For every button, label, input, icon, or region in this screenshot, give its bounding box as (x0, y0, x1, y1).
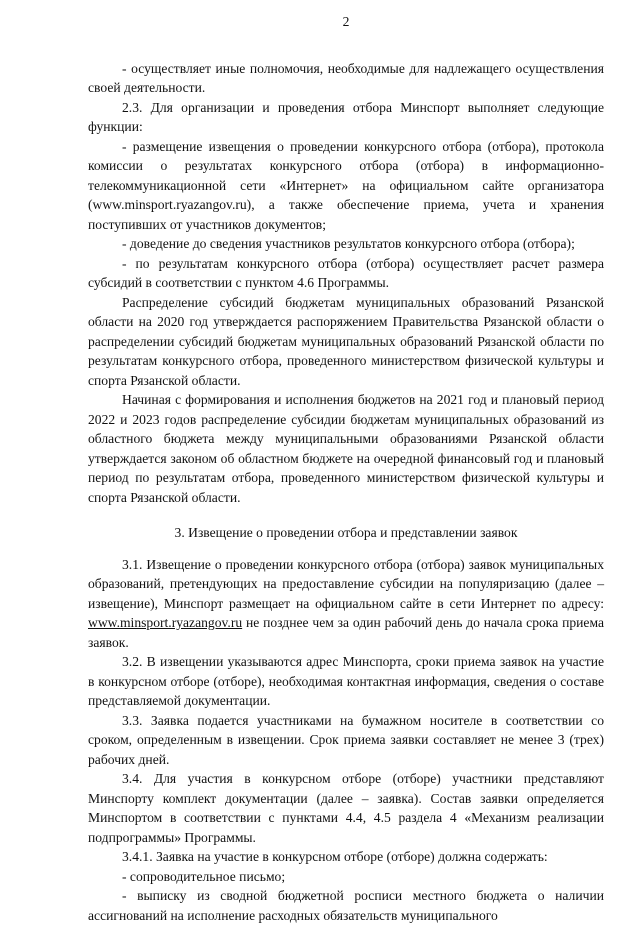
paragraph: 3.2. В извещении указываются адрес Минспорта, сроки приема заявок на участие в конкурсном отборе (отборе), необходимая контактная информация, сведения о составе представляемой документации. (88, 654, 604, 708)
paragraph: - сопроводительное письмо; (122, 868, 286, 884)
paragraph: 2.3. Для организации и проведения отбора Минспорт выполняет следующие функции: (88, 99, 604, 134)
paragraph-3-1 (88, 555, 604, 653)
paragraph: - размещение извещения о проведении конкурсного отбора (отбора), протокола комиссии о результатах конкурсного отбора (отбора) в информационно-телекоммуникационной сети «Интернет» на официальном сайте организатора (www.minsport.ryazangov.ru), а также обеспечение приема, учета и хранения поступивших от участников документов; (88, 138, 604, 232)
paragraph: - доведение до сведения участников результатов конкурсного отбора (отбора); (122, 236, 575, 251)
paragraph: - осуществляет иные полномочия, необходимые для надлежащего осуществления своей деятельности. (88, 60, 604, 95)
paragraph-text: 3.1. Извещение о проведении конкурсного отбора (отбора) заявок муниципальных образований, претендующих на предоставление субсидии на популяризацию (далее – извещение), Минспорт размещает на официальном сайте в сети Интернет по адресу: (88, 556, 604, 611)
paragraph-text: не позднее чем за один рабочий день до начала срока приема заявок. (88, 615, 604, 650)
paragraph: Распределение субсидий бюджетам муниципальных образований Рязанской области на 2020 год утверждается распоряжением Правительства Рязанской области о распределении субсидий бюджетам муниципальных образований Рязанской области по результатам конкурсного отбора, проведенного министерством физической культуры и спорта Рязанской области. (88, 294, 604, 388)
site-link[interactable]: www.minsport.ryazangov.ru (88, 615, 243, 630)
page-number: 2 (342, 14, 350, 29)
paragraph: 3.4. Для участия в конкурсном отборе (отборе) участники представляют Минспорту комплект документации (далее – заявка). Состав заявки определяется Минспортом в соответствии с пунктами 4.4, 4.5 раздела 4 «Механизм реализации подпрограммы» Программы. (88, 771, 604, 845)
paragraph: - по результатам конкурсного отбора (отбора) осуществляет расчет размера субсидий в соответствии с пунктом 4.6 Программы. (88, 255, 604, 290)
section-heading: 3. Извещение о проведении отбора и представлении заявок (174, 525, 518, 540)
paragraph: 3.3. Заявка подается участниками на бумажном носителе в соответствии со сроком, определенным в извещении. Срок приема заявки составляет не менее 3 (трех) рабочих дней. (88, 712, 604, 767)
paragraph: 3.4.1. Заявка на участие в конкурсном отборе (отборе) должна содержать: (122, 849, 548, 864)
paragraph: Начиная с формирования и исполнения бюджетов на 2021 год и плановый период 2022 и 2023 годов распределение субсидии бюджетам муниципальных образований из областного бюджета между муниципальными образованиями Рязанской области утверждается законом об областном бюджете на очередной финансовый год и плановый период по результатам отбора, проведенного министерством физической культуры и спорта Рязанской области. (88, 392, 604, 505)
paragraph: - выписку из сводной бюджетной росписи местного бюджета о наличии ассигнований на исполнение расходных обязательств муниципального (88, 888, 604, 923)
